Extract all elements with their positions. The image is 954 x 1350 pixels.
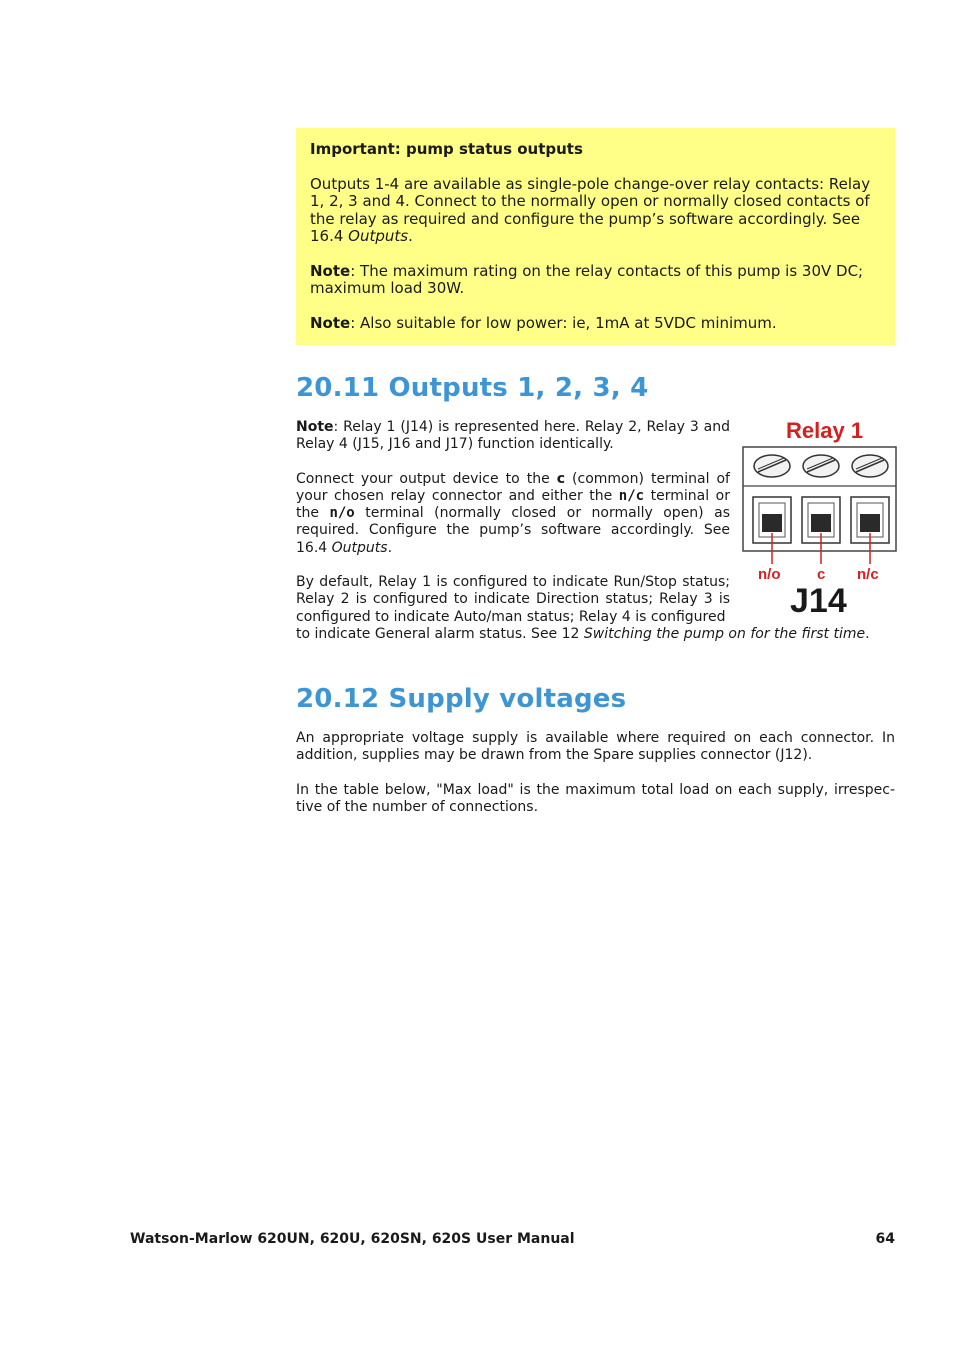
footer-page-number: 64 <box>875 1231 895 1247</box>
supply-paragraph-1: An appropriate voltage supply is available where required on each connector. In addition, supplies may be drawn from the Spare supplies connector (J12). <box>296 730 895 764</box>
note-box-rating-note: Note: The maximum rating on the relay contacts of this pump is 30V DC; maximum load 30W. <box>310 261 864 297</box>
note-box-paragraph: Outputs 1-4 are available as single-pole change-over relay contacts: Relay 1, 2, 3 and 4. Connect to the normally open or normally closed contacts of the relay as required and configure the pump’s software accordingly. See 16.4 Outputs. <box>310 174 871 245</box>
relay-diagram-title: Relay 1 <box>786 418 864 443</box>
section-heading-outputs: 20.11 Outputs 1, 2, 3, 4 <box>296 373 649 403</box>
terminal-label-no: n/o <box>758 566 781 583</box>
supply-paragraph-2: In the table below, "Max load" is the maximum total load on each supply, irrespec-tive of the number of connections. <box>296 781 895 815</box>
terminal-screw-nc <box>852 455 888 477</box>
outputs-note-paragraph: Note: Relay 1 (J14) is represented here. Relay 2, Relay 3 and Relay 4 (J15, J16 and J17) function identically. <box>296 419 730 453</box>
footer-manual-title: Watson-Marlow 620UN, 620U, 620SN, 620S User Manual <box>130 1231 575 1247</box>
terminal-label-nc: n/c <box>857 566 879 583</box>
outputs-connect-paragraph: Connect your output device to the c (common) terminal of your chosen relay connector and either the n/c terminal or the n/o terminal (normally closed or normally open) as required. Configure the pump’s software accordingly. See 16.4 Outputs. <box>296 470 731 556</box>
note-box-title: Important: pump status outputs <box>310 140 583 158</box>
important-note-box <box>296 128 895 345</box>
supply-section-body <box>296 730 895 833</box>
section-heading-supply-voltages: 20.12 Supply voltages <box>296 684 627 714</box>
terminal-label-c: c <box>817 566 826 583</box>
terminal-screw-no <box>754 455 790 477</box>
terminal-screw-c <box>803 455 839 477</box>
outputs-default-paragraph-continued: to indicate General alarm status. See 12 Switching the pump on for the first time. <box>296 625 870 642</box>
relay-1-connector-diagram <box>740 414 900 619</box>
outputs-default-paragraph: By default, Relay 1 is configured to indicate Run/Stop status; Relay 2 is configured to indicate Direction status; Relay 3 is configured to indicate Auto/man status; Relay 4 is configured <box>296 574 730 625</box>
connector-label-j14: J14 <box>790 582 847 619</box>
note-box-low-power-note: Note: Also suitable for low power: ie, 1mA at 5VDC minimum. <box>310 313 777 332</box>
